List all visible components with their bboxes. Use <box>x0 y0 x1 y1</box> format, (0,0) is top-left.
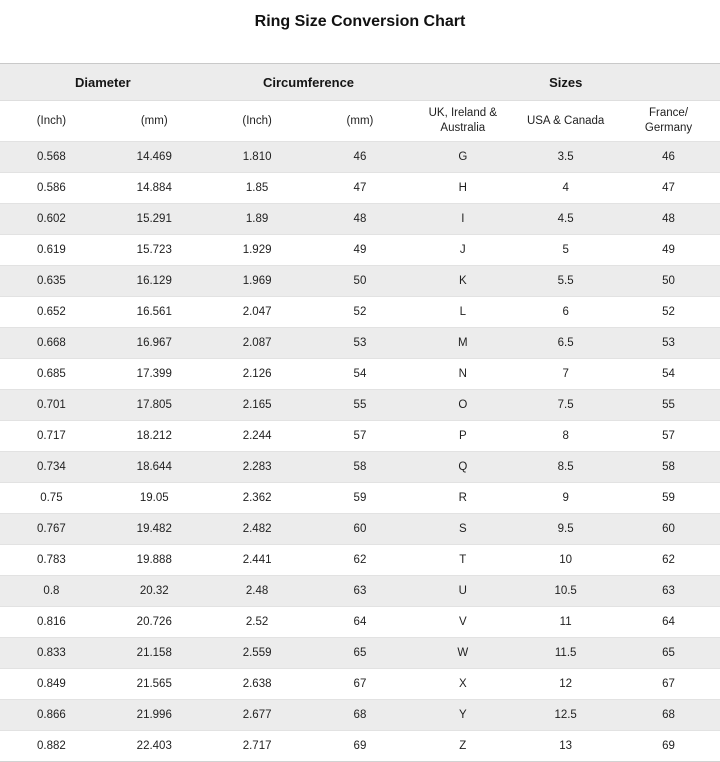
table-row <box>0 669 720 700</box>
table-cell: T <box>411 545 514 576</box>
page-title: Ring Size Conversion Chart <box>254 13 466 30</box>
table-cell: S <box>411 514 514 545</box>
table-cell: 21.565 <box>103 669 206 700</box>
table-cell: 15.723 <box>103 235 206 266</box>
table-cell: 10 <box>514 545 617 576</box>
table-cell: 16.129 <box>103 266 206 297</box>
table-header <box>0 64 720 142</box>
table-cell: 16.967 <box>103 328 206 359</box>
table-cell: 4.5 <box>514 204 617 235</box>
table-cell: 2.165 <box>206 390 309 421</box>
table-cell: 48 <box>309 204 412 235</box>
table-row <box>0 638 720 669</box>
table-cell: 2.441 <box>206 545 309 576</box>
table-cell: 0.767 <box>0 514 103 545</box>
table-cell: 0.783 <box>0 545 103 576</box>
table-cell: 0.701 <box>0 390 103 421</box>
table-cell: 12 <box>514 669 617 700</box>
table-cell: 6.5 <box>514 328 617 359</box>
column-header-circumference-inch: (Inch) <box>206 101 309 142</box>
table-row <box>0 576 720 607</box>
table-cell: 2.52 <box>206 607 309 638</box>
table-cell: 55 <box>617 390 720 421</box>
table-cell: 18.212 <box>103 421 206 452</box>
table-cell: 17.805 <box>103 390 206 421</box>
table-cell: 0.734 <box>0 452 103 483</box>
column-header-row <box>0 101 720 142</box>
table-cell: 63 <box>617 576 720 607</box>
table-cell: 2.638 <box>206 669 309 700</box>
ring-size-conversion-table <box>0 63 720 762</box>
table-cell: 2.717 <box>206 731 309 762</box>
table-row <box>0 731 720 762</box>
table-cell: 58 <box>617 452 720 483</box>
table-cell: 0.668 <box>0 328 103 359</box>
table-cell: Y <box>411 700 514 731</box>
table-cell: 2.283 <box>206 452 309 483</box>
table-cell: 2.362 <box>206 483 309 514</box>
table-cell: 47 <box>617 173 720 204</box>
table-cell: 0.602 <box>0 204 103 235</box>
column-header-circumference-mm: (mm) <box>309 101 412 142</box>
table-cell: 18.644 <box>103 452 206 483</box>
table-cell: 2.244 <box>206 421 309 452</box>
table-cell: 1.929 <box>206 235 309 266</box>
table-cell: 13 <box>514 731 617 762</box>
table-cell: 14.884 <box>103 173 206 204</box>
table-cell: 58 <box>309 452 412 483</box>
table-cell: 52 <box>309 297 412 328</box>
table-cell: 0.882 <box>0 731 103 762</box>
table-cell: 0.816 <box>0 607 103 638</box>
table-cell: 19.888 <box>103 545 206 576</box>
table-row <box>0 700 720 731</box>
table-cell: 8 <box>514 421 617 452</box>
table-cell: H <box>411 173 514 204</box>
table-cell: 50 <box>309 266 412 297</box>
table-cell: 57 <box>309 421 412 452</box>
table-cell: 1.969 <box>206 266 309 297</box>
table-cell: 68 <box>309 700 412 731</box>
table-cell: 0.685 <box>0 359 103 390</box>
table-cell: 55 <box>309 390 412 421</box>
table-row <box>0 483 720 514</box>
table-cell: 49 <box>309 235 412 266</box>
table-cell: 19.05 <box>103 483 206 514</box>
table-row <box>0 514 720 545</box>
table-cell: X <box>411 669 514 700</box>
table-cell: 3.5 <box>514 142 617 173</box>
column-header-france-germany: France/ Germany <box>617 101 720 142</box>
table-cell: 2.48 <box>206 576 309 607</box>
table-cell: 46 <box>309 142 412 173</box>
column-header-diameter-inch: (Inch) <box>0 101 103 142</box>
table-cell: 0.619 <box>0 235 103 266</box>
table-cell: 64 <box>617 607 720 638</box>
table-cell: 0.568 <box>0 142 103 173</box>
table-cell: 21.996 <box>103 700 206 731</box>
table-cell: 65 <box>617 638 720 669</box>
table-cell: 68 <box>617 700 720 731</box>
table-cell: 14.469 <box>103 142 206 173</box>
table-cell: 67 <box>617 669 720 700</box>
table-cell: 50 <box>617 266 720 297</box>
column-group-sizes: Sizes <box>411 64 720 101</box>
table-cell: 21.158 <box>103 638 206 669</box>
table-cell: 62 <box>617 545 720 576</box>
table-cell: 5 <box>514 235 617 266</box>
table-cell: 60 <box>617 514 720 545</box>
column-group-row <box>0 64 720 101</box>
table-cell: 17.399 <box>103 359 206 390</box>
table-body <box>0 142 720 762</box>
table-row <box>0 607 720 638</box>
table-cell: 12.5 <box>514 700 617 731</box>
table-cell: 20.726 <box>103 607 206 638</box>
table-cell: K <box>411 266 514 297</box>
table-cell: 22.403 <box>103 731 206 762</box>
table-cell: G <box>411 142 514 173</box>
table-cell: 7.5 <box>514 390 617 421</box>
table-cell: 62 <box>309 545 412 576</box>
table-cell: J <box>411 235 514 266</box>
table-cell: 0.8 <box>0 576 103 607</box>
table-cell: N <box>411 359 514 390</box>
table-cell: M <box>411 328 514 359</box>
table-cell: 11 <box>514 607 617 638</box>
column-header-usa-canada: USA & Canada <box>514 101 617 142</box>
column-header-diameter-mm: (mm) <box>103 101 206 142</box>
table-row <box>0 452 720 483</box>
table-cell: 10.5 <box>514 576 617 607</box>
table-cell: W <box>411 638 514 669</box>
table-cell: 59 <box>309 483 412 514</box>
table-cell: 1.810 <box>206 142 309 173</box>
table-cell: 9 <box>514 483 617 514</box>
table-cell: 67 <box>309 669 412 700</box>
table-cell: 1.85 <box>206 173 309 204</box>
table-cell: 2.677 <box>206 700 309 731</box>
table-cell: 9.5 <box>514 514 617 545</box>
table-cell: Q <box>411 452 514 483</box>
table-cell: 2.482 <box>206 514 309 545</box>
table-cell: 0.75 <box>0 483 103 514</box>
table-cell: 0.717 <box>0 421 103 452</box>
table-cell: R <box>411 483 514 514</box>
table-cell: 53 <box>617 328 720 359</box>
table-row <box>0 173 720 204</box>
table-cell: P <box>411 421 514 452</box>
table-row <box>0 328 720 359</box>
table-cell: 4 <box>514 173 617 204</box>
column-header-uk-ireland-australia: UK, Ireland & Australia <box>411 101 514 142</box>
table-cell: O <box>411 390 514 421</box>
table-row <box>0 359 720 390</box>
table-cell: 2.559 <box>206 638 309 669</box>
table-cell: 2.047 <box>206 297 309 328</box>
table-cell: 47 <box>309 173 412 204</box>
table-cell: 54 <box>309 359 412 390</box>
table-row <box>0 421 720 452</box>
table-cell: 0.635 <box>0 266 103 297</box>
table-cell: 63 <box>309 576 412 607</box>
table-row <box>0 235 720 266</box>
table-cell: 15.291 <box>103 204 206 235</box>
column-group-diameter: Diameter <box>0 64 206 101</box>
table-cell: 53 <box>309 328 412 359</box>
table-cell: 6 <box>514 297 617 328</box>
table-cell: 49 <box>617 235 720 266</box>
table-cell: 7 <box>514 359 617 390</box>
table-cell: 64 <box>309 607 412 638</box>
table-cell: 11.5 <box>514 638 617 669</box>
table-row <box>0 266 720 297</box>
table-cell: 65 <box>309 638 412 669</box>
table-cell: 20.32 <box>103 576 206 607</box>
table-cell: U <box>411 576 514 607</box>
table-cell: 5.5 <box>514 266 617 297</box>
table-row <box>0 204 720 235</box>
table-cell: 0.833 <box>0 638 103 669</box>
table-cell: 48 <box>617 204 720 235</box>
table-cell: 2.126 <box>206 359 309 390</box>
table-cell: 69 <box>617 731 720 762</box>
table-row <box>0 297 720 328</box>
table-cell: 54 <box>617 359 720 390</box>
table-cell: 52 <box>617 297 720 328</box>
table-cell: V <box>411 607 514 638</box>
table-cell: 1.89 <box>206 204 309 235</box>
table-row <box>0 142 720 173</box>
table-row <box>0 390 720 421</box>
table-cell: 19.482 <box>103 514 206 545</box>
column-group-circumference: Circumference <box>206 64 412 101</box>
table-row <box>0 545 720 576</box>
table-cell: 0.849 <box>0 669 103 700</box>
table-cell: 8.5 <box>514 452 617 483</box>
table-cell: Z <box>411 731 514 762</box>
table-cell: 60 <box>309 514 412 545</box>
table-cell: L <box>411 297 514 328</box>
table-cell: 69 <box>309 731 412 762</box>
table-cell: 2.087 <box>206 328 309 359</box>
table-cell: 46 <box>617 142 720 173</box>
table-cell: 16.561 <box>103 297 206 328</box>
table-cell: 0.652 <box>0 297 103 328</box>
table-cell: 0.586 <box>0 173 103 204</box>
table-cell: 59 <box>617 483 720 514</box>
table-cell: 57 <box>617 421 720 452</box>
table-cell: 0.866 <box>0 700 103 731</box>
table-cell: I <box>411 204 514 235</box>
